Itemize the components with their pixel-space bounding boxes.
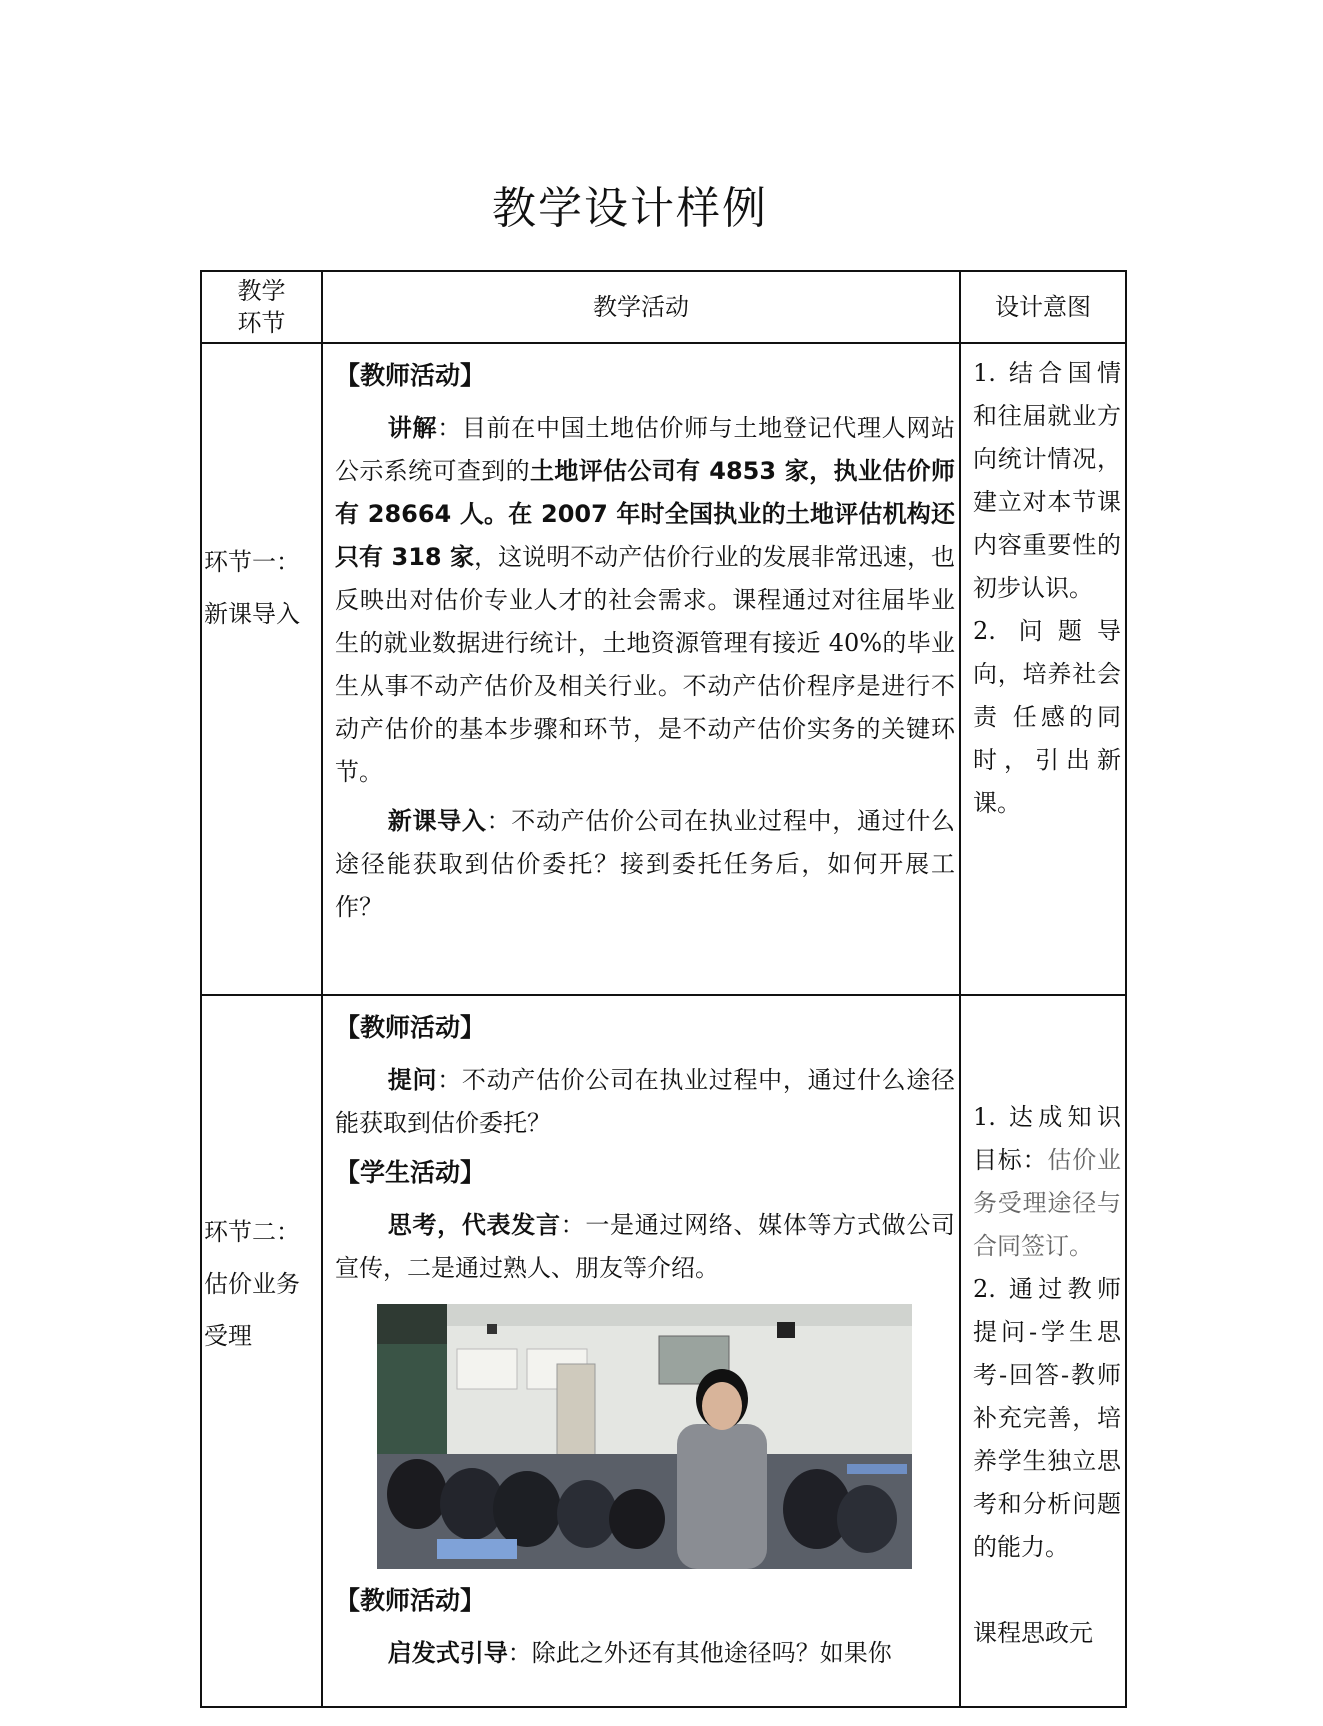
- segment-label: 环节一：: [204, 548, 300, 576]
- guide-colon: ：: [507, 1639, 532, 1667]
- intent-item: [973, 1096, 1121, 1268]
- explain-text-1: 目前在中国土地估价师与土地登记代理人网站公示系统可查到的: [335, 414, 956, 485]
- teacher-activity-label: 【教师活动】: [335, 1586, 486, 1615]
- lesson-plan-table: [200, 270, 1127, 1708]
- guide-paragraph: [335, 1632, 955, 1675]
- segment-cell: [201, 343, 322, 995]
- explain-paragraph: [335, 407, 955, 794]
- explain-bold-text: 土地评估公司有 4853 家，执业估价师有 28664 人。在 2007 年时全国执业的土地评估机构还只有 318 家: [335, 457, 955, 571]
- segment-cell: [201, 995, 322, 1707]
- header-segment: 教学 环节: [201, 271, 322, 343]
- segment-name: 新课导入: [204, 600, 300, 628]
- activity-cell: [322, 995, 960, 1707]
- intro-paragraph: [335, 800, 955, 929]
- intent-item-lead: 1. 达成知识目标：: [973, 1103, 1121, 1174]
- think-colon: ：: [560, 1211, 586, 1239]
- explain-colon: ：: [437, 414, 462, 442]
- intent-cell: [960, 995, 1126, 1707]
- table-header-row: [201, 271, 1126, 343]
- segment-name: 估价业务受理: [204, 1270, 300, 1350]
- guide-text: 除此之外还有其他途径吗？如果你: [531, 1639, 892, 1667]
- header-intent: 设计意图: [960, 271, 1126, 343]
- table-row: [201, 343, 1126, 995]
- teacher-activity-label: 【教师活动】: [335, 361, 486, 390]
- ask-keyword: 提问: [387, 1066, 438, 1094]
- intent-item: 2. 通过教师提问-学生思考-回答-教师补充完善，培养学生独立思考和分析问题的能力。: [973, 1275, 1121, 1561]
- think-keyword: 思考，代表发言: [387, 1211, 561, 1239]
- intent-cell: [960, 343, 1126, 995]
- guide-keyword: 启发式引导: [387, 1639, 508, 1667]
- ask-text: 不动产估价公司在执业过程中，通过什么途径能获取到估价委托？: [335, 1066, 956, 1137]
- intro-colon: ：: [486, 807, 512, 835]
- segment-label: 环节二：: [204, 1218, 300, 1246]
- intent-item: 1. 结合国情和往届就业方向统计情况，建立对本节课 内容重要性的初步认识。: [973, 359, 1121, 602]
- activity-cell: [322, 343, 960, 995]
- intent-item: 2. 问题导向，培养社会责 任感的同时，引出新课。: [973, 617, 1121, 817]
- explain-text-2: ，这说明不动产估价行业的发展非常迅速，也反映出对估价专业人才的社会需求。课程通过对往届毕业生的就业数据进行统计，土地资源管理有接近 40%的毕业生从事不动产估价及相关行业。不动产估价程序是进行不动产估价的基本步骤和环节，是不动产估价实务的关键环节。: [335, 543, 956, 786]
- explain-keyword: 讲解: [387, 414, 438, 442]
- classroom-photo-image: [377, 1304, 912, 1569]
- intent-item-detail: 估价业务受理途径与合同签订。: [973, 1146, 1122, 1260]
- think-paragraph: [335, 1204, 955, 1290]
- intro-keyword: 新课导入: [387, 807, 487, 835]
- student-activity-label: 【学生活动】: [335, 1158, 486, 1187]
- table-row: [201, 995, 1126, 1707]
- intent-item: 课程思政元: [973, 1619, 1093, 1647]
- intro-text: 不动产估价公司在执业过程中，通过什么途径能获取到估价委托？接到委托任务后，如何开展工作？: [335, 807, 956, 921]
- teacher-activity-label: 【教师活动】: [335, 1013, 486, 1042]
- ask-paragraph: [335, 1059, 955, 1145]
- think-text: 一是通过网络、媒体等方式做公司宣传，二是通过熟人、朋友等介绍。: [335, 1211, 956, 1282]
- classroom-photo: [377, 1304, 912, 1569]
- page-title: 教学设计样例: [492, 183, 768, 234]
- header-activity: 教学活动: [322, 271, 960, 343]
- ask-colon: ：: [437, 1066, 462, 1094]
